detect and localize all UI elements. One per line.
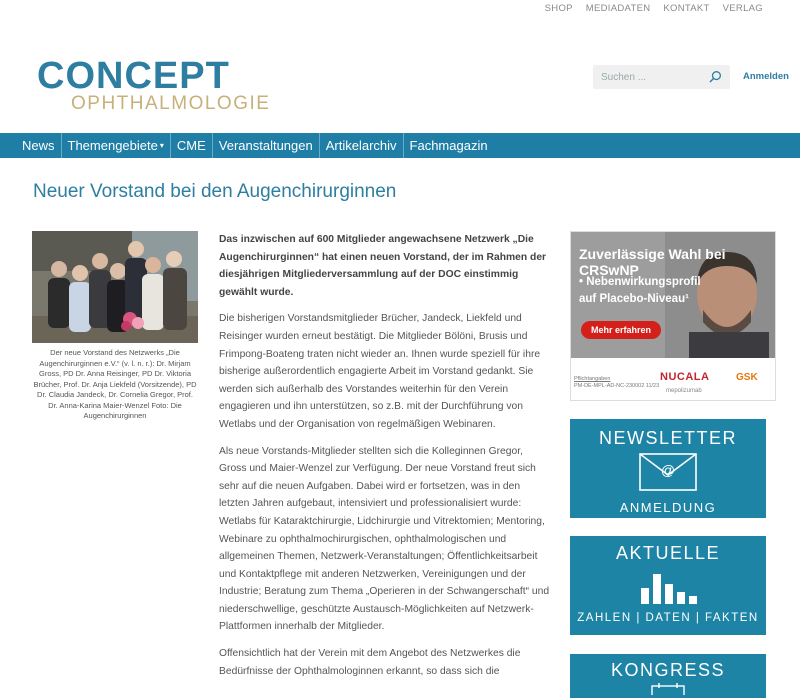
search-input[interactable] [593, 65, 698, 89]
facts-widget[interactable] [570, 536, 766, 635]
ad-pflicht-link[interactable]: Pflichtangaben [574, 376, 611, 382]
article-body [219, 231, 551, 689]
newsletter-widget[interactable] [570, 419, 766, 518]
congress-title: KONGRESS [610, 660, 726, 680]
ad-brand-logo: NUCALA [660, 371, 710, 383]
nav-label: News [22, 138, 55, 153]
ad-cta-button[interactable]: Mehr erfahren [581, 321, 661, 339]
nav-item-themengebiete[interactable] [62, 133, 171, 158]
ad-bullets [579, 274, 701, 308]
nav-label: CME [176, 138, 206, 153]
ad-company-logo: GSK [736, 372, 758, 383]
calendar-icon [651, 683, 685, 695]
ad-headline: Zuverlässige Wahl bei CRSwNP [579, 246, 726, 278]
group-photo-image [32, 231, 198, 343]
ad-bullet: • Nebenwirkungsprofil [579, 276, 701, 288]
nav-label: Fachmagazin [409, 138, 488, 153]
ad-footer [571, 358, 776, 400]
article-paragraph: Offensichtlich hat der Verein mit dem Angebot des Netzwerkes die Bedürfnisse der Ophthalmologinnen erkannt, so dass sich die [219, 648, 521, 677]
nav-label: Artikelarchiv [325, 138, 397, 153]
newsletter-subtitle: ANMELDUNG [619, 500, 717, 515]
article-photo[interactable] [32, 231, 198, 343]
top-link-shop[interactable]: SHOP [544, 3, 573, 14]
site-logo[interactable] [37, 55, 271, 114]
nav-label: Themengebiete [67, 138, 158, 153]
facts-title: AKTUELLE [615, 543, 721, 563]
nav-label: Veranstaltungen [218, 138, 313, 153]
article-paragraph: Als neue Vorstands-Mitglieder stellten sich die Kolleginnen Gregor, Gross und Maier-Wenzel zur Verfügung. Der neue Vorstand freut sich sehr auf die neuen Aufgaben. Dabei wird er fortsetzen, was in den letzten Jahren aufgebaut, intensiviert und professionalisiert wurde: Wetlabs für Kataraktchirurgie, Lidchirurgie und Vitrektomien; Mentoring, Webinare zu ophthalmochirurgischen, ophthalmologischen und allgemeinen Themen, Netzwerk-Veranstaltungen; Öffentlichkeitsarbeit und Kontaktpflege mit anderen Netzwerken, Vereinigungen und der Industrie; Beratung zum Thema „Operieren in der Schwangerschaft“ und niederschwellige, geschützte Austausch-Möglichkeiten auf Netzwerk-Plattformen innerhalb der Mitglieder. [219, 445, 550, 633]
nav-item-artikelarchiv[interactable] [320, 133, 404, 158]
nav-item-news[interactable] [16, 133, 62, 158]
article-title: Neuer Vorstand bei den Augenchirurginnen [33, 181, 397, 202]
ad-generic-name: mepolizumab [666, 388, 702, 394]
search-icon[interactable] [709, 70, 722, 83]
nav-item-cme[interactable] [171, 133, 213, 158]
ad-bullet: auf Placebo-Niveau¹ [579, 293, 689, 305]
ad-legal-text[interactable] [574, 376, 659, 389]
facts-subtitle: ZAHLEN | DATEN | FAKTEN [577, 612, 759, 624]
newsletter-title: NEWSLETTER [598, 428, 737, 448]
main-nav [0, 133, 800, 158]
chevron-down-icon: ▾ [159, 141, 164, 150]
article-paragraph: Die bisherigen Vorstandsmitglieder Brücher, Jandeck, Liekfeld und Reisinger wurden erneut bestätigt. Die Mitglieder Bölöni, Brusis und Frimpong-Boateng traten nicht wieder an. Ihnen wurde speziell für ihre bisherige außerordentlich engagierte Arbeit im Vorstand gedankt. Sie werden sich außerhalb des Vorstandes weiterhin für den Verein engagieren und ihn unterstützen, so z.B. mit der Durchführung von Wetlabs und der Organisation von regelmäßigen Webinaren. [219, 313, 541, 430]
photo-caption: Der neue Vorstand des Netzwerks „Die Augenchirurginnen e.V.“ (v. l. n. r.): Dr. Mirjam Gross, PD Dr. Anna Reisinger, PD Dr. Viktoria Brücher, Prof. Dr. Anja Liekfeld (Vorsitzende), PD Dr. Claudia Jandeck, Dr. Cornelia Gregor, Prof. Dr. Anna-Karina Maier-Wenzel Foto: Die Augenchirurginnen [33, 348, 197, 420]
search-box [593, 65, 730, 89]
login-link[interactable]: Anmelden [743, 71, 789, 82]
congress-widget[interactable] [570, 654, 766, 698]
ad-code: PM-DE-MPL-AD-NC-230002 11/23 [574, 382, 660, 389]
top-link-verlag[interactable]: VERLAG [722, 3, 763, 14]
article-lead: Das inzwischen auf 600 Mitglieder angewachsene Netzwerk „Die Augenchirurginnen“ hat einen neuen Vorstand, der im Rahmen der diesjährigen Mitgliederversammlung auf der DOC einstimmig gewählt wurde. [219, 234, 547, 298]
bar-chart-icon [637, 568, 699, 606]
advertisement-banner[interactable] [570, 231, 776, 401]
svg-text:@: @ [660, 462, 676, 478]
top-link-mediadaten[interactable]: MEDIADATEN [585, 3, 651, 14]
nav-item-fachmagazin[interactable] [404, 133, 494, 158]
logo-sub-text: OPHTHALMOLOGIE [71, 93, 271, 114]
top-link-kontakt[interactable]: KONTAKT [663, 3, 710, 14]
nav-item-veranstaltungen[interactable] [213, 133, 320, 158]
logo-main-text: CONCEPT [37, 55, 230, 97]
envelope-at-icon [639, 453, 697, 491]
top-utility-nav [545, 3, 763, 14]
